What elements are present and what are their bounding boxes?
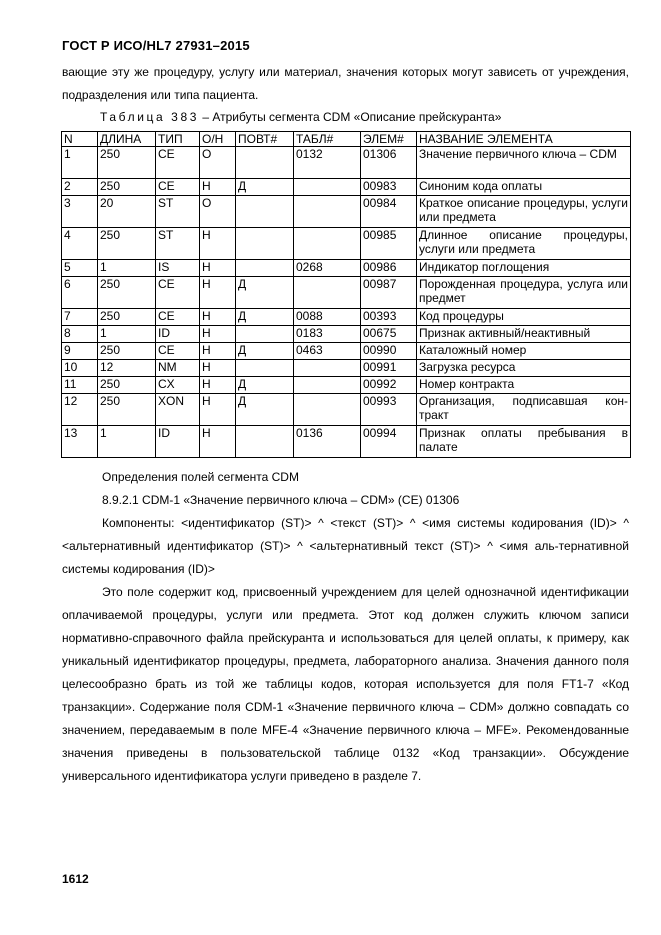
cell-length: 20 xyxy=(98,196,156,228)
cell-element-name: Индикатор поглощения xyxy=(417,260,631,277)
intro-text: вающие эту же процедуру, услугу или материал, значения которых могут зависеть от учреждения, подразделения или типа пациента. xyxy=(62,65,629,102)
cell-element: 00983 xyxy=(361,179,417,196)
cell-n: 12 xyxy=(62,394,98,426)
cell-table xyxy=(294,277,361,309)
table-row xyxy=(62,426,631,458)
cell-n: 11 xyxy=(62,377,98,394)
cell-table xyxy=(294,394,361,426)
cell-n: 13 xyxy=(62,426,98,458)
col-header-length: ДЛИНА xyxy=(98,132,156,147)
table-row xyxy=(62,326,631,343)
document-header: ГОСТ Р ИСО/HL7 27931–2015 xyxy=(62,38,250,53)
cell-repeat xyxy=(236,147,294,179)
cell-n: 1 xyxy=(62,147,98,179)
cell-element: 01306 xyxy=(361,147,417,179)
cell-table xyxy=(294,377,361,394)
cell-n: 10 xyxy=(62,360,98,377)
cell-type: CE xyxy=(156,343,200,360)
cell-length: 1 xyxy=(98,260,156,277)
cell-type: ID xyxy=(156,426,200,458)
cell-n: 2 xyxy=(62,179,98,196)
table-caption-text: – Атрибуты сегмента CDM «Описание прейскуранта» xyxy=(199,110,502,124)
cell-repeat: Д xyxy=(236,394,294,426)
col-header-n: N xyxy=(62,132,98,147)
section-title: Определения полей сегмента CDM xyxy=(102,470,299,484)
cell-length: 250 xyxy=(98,343,156,360)
cell-table: 0088 xyxy=(294,309,361,326)
table-row xyxy=(62,394,631,426)
cell-element: 00675 xyxy=(361,326,417,343)
table-row xyxy=(62,377,631,394)
cell-type: IS xyxy=(156,260,200,277)
cell-element: 00984 xyxy=(361,196,417,228)
cell-n: 9 xyxy=(62,343,98,360)
cell-element: 00993 xyxy=(361,394,417,426)
cell-opt: Н xyxy=(200,394,236,426)
cell-type: NM xyxy=(156,360,200,377)
cell-element: 00991 xyxy=(361,360,417,377)
cell-opt: Н xyxy=(200,326,236,343)
cell-table xyxy=(294,179,361,196)
col-header-table: ТАБЛ# xyxy=(294,132,361,147)
cell-repeat xyxy=(236,228,294,260)
cell-length: 250 xyxy=(98,377,156,394)
description-paragraph: Это поле содержит код, присвоенный учреждением для целей однозначной идентификации оплачиваемой процедуры, услуги или предмета. Этот код должен служить ключом записи нормативно-справочного файла прейскуранта и использоваться для целей оплаты, к примеру, как уникальный идентификатор процедуры, предмета, лабораторного анализа. Значения данного поля целесообразно брать из той же таблицы кодов, которая используется для поля FT1-7 «Код транзакции». Содержание поля CDM-1 «Значение первичного ключа – CDM» должно совпадать со значением, передаваемым в поле MFE-4 «Значение первичного ключа – MFE». Рекомендованные значения приведены в пользовательской таблице 0132 «Код транзакции». Обсуждение универсального идентификатора услуги приведено в разделе 7. xyxy=(62,585,629,783)
col-header-element: ЭЛЕМ# xyxy=(361,132,417,147)
col-header-type: ТИП xyxy=(156,132,200,147)
cell-type: ST xyxy=(156,228,200,260)
cdm-attributes-table xyxy=(61,131,631,458)
cell-element-name: Организация, подписавшая кон-тракт xyxy=(417,394,631,426)
cell-length: 1 xyxy=(98,326,156,343)
cell-opt: Н xyxy=(200,426,236,458)
cell-type: CE xyxy=(156,309,200,326)
col-header-opt: О/Н xyxy=(200,132,236,147)
cell-element-name: Код процедуры xyxy=(417,309,631,326)
col-header-repeat: ПОВТ# xyxy=(236,132,294,147)
cell-length: 250 xyxy=(98,277,156,309)
cell-repeat: Д xyxy=(236,277,294,309)
table-caption-number: Таблица 383 xyxy=(100,110,200,124)
cell-n: 5 xyxy=(62,260,98,277)
cell-type: CE xyxy=(156,147,200,179)
cell-type: ST xyxy=(156,196,200,228)
cell-element: 00992 xyxy=(361,377,417,394)
cell-length: 250 xyxy=(98,147,156,179)
cell-opt: Н xyxy=(200,309,236,326)
cell-repeat: Д xyxy=(236,343,294,360)
cell-element-name: Каталожный номер xyxy=(417,343,631,360)
cell-table: 0136 xyxy=(294,426,361,458)
cell-type: CX xyxy=(156,377,200,394)
cell-element-name: Признак активный/неактивный xyxy=(417,326,631,343)
cell-length: 1 xyxy=(98,426,156,458)
cell-element-name: Загрузка ресурса xyxy=(417,360,631,377)
table-row xyxy=(62,196,631,228)
cell-element-name: Порожденная процедура, услуга или предмет xyxy=(417,277,631,309)
cell-n: 7 xyxy=(62,309,98,326)
cell-opt: Н xyxy=(200,228,236,260)
table-row xyxy=(62,260,631,277)
col-header-element-name: НАЗВАНИЕ ЭЛЕМЕНТА xyxy=(417,132,631,147)
cell-table: 0268 xyxy=(294,260,361,277)
table-row xyxy=(62,343,631,360)
cell-element: 00994 xyxy=(361,426,417,458)
field-definitions xyxy=(62,466,629,788)
cell-repeat xyxy=(236,196,294,228)
table-row xyxy=(62,147,631,179)
cell-opt: Н xyxy=(200,343,236,360)
page-number: 1612 xyxy=(62,872,89,886)
cell-repeat xyxy=(236,426,294,458)
cell-repeat xyxy=(236,326,294,343)
cell-length: 250 xyxy=(98,179,156,196)
cell-table: 0183 xyxy=(294,326,361,343)
cell-repeat xyxy=(236,360,294,377)
cell-element: 00990 xyxy=(361,343,417,360)
subsection-heading: 8.9.2.1 CDM-1 «Значение первичного ключа – CDM» (CE) 01306 xyxy=(102,493,460,507)
cell-repeat xyxy=(236,260,294,277)
cell-element-name: Краткое описание процедуры, услуги или предмета xyxy=(417,196,631,228)
cell-table xyxy=(294,228,361,260)
cell-element: 00393 xyxy=(361,309,417,326)
cell-n: 6 xyxy=(62,277,98,309)
cell-type: CE xyxy=(156,277,200,309)
cell-table: 0463 xyxy=(294,343,361,360)
table-row xyxy=(62,309,631,326)
cell-type: ID xyxy=(156,326,200,343)
cell-element: 00987 xyxy=(361,277,417,309)
cell-opt: Н xyxy=(200,277,236,309)
cell-element: 00985 xyxy=(361,228,417,260)
table-caption xyxy=(100,110,501,124)
cell-element-name: Длинное описание процедуры, услуги или предмета xyxy=(417,228,631,260)
table-row xyxy=(62,277,631,309)
cell-length: 12 xyxy=(98,360,156,377)
cell-length: 250 xyxy=(98,309,156,326)
table-body xyxy=(62,147,631,458)
cell-opt: Н xyxy=(200,360,236,377)
cell-length: 250 xyxy=(98,394,156,426)
cell-element-name: Номер контракта xyxy=(417,377,631,394)
cell-element: 00986 xyxy=(361,260,417,277)
table-row xyxy=(62,228,631,260)
components-paragraph: Компоненты: <идентификатор (ST)> ^ <текст (ST)> ^ <имя системы кодирования (ID)> ^ <альтернативный идентификатор (ST)> ^ <альтернативный текст (ST)> ^ <имя аль-тернативной системы кодирования (ID)> xyxy=(62,516,629,576)
cell-opt: Н xyxy=(200,377,236,394)
cell-n: 4 xyxy=(62,228,98,260)
cell-opt: О xyxy=(200,147,236,179)
cell-opt: Н xyxy=(200,179,236,196)
cell-repeat: Д xyxy=(236,179,294,196)
cell-type: XON xyxy=(156,394,200,426)
cell-table xyxy=(294,360,361,377)
table-header-row xyxy=(62,132,631,147)
cell-n: 3 xyxy=(62,196,98,228)
cell-opt: Н xyxy=(200,260,236,277)
cell-element-name: Признак оплаты пребывания в палате xyxy=(417,426,631,458)
cell-repeat: Д xyxy=(236,309,294,326)
cell-table: 0132 xyxy=(294,147,361,179)
cell-type: CE xyxy=(156,179,200,196)
cell-length: 250 xyxy=(98,228,156,260)
table-row xyxy=(62,360,631,377)
cell-repeat: Д xyxy=(236,377,294,394)
cell-table xyxy=(294,196,361,228)
cell-opt: О xyxy=(200,196,236,228)
intro-paragraph xyxy=(62,61,629,107)
cell-element-name: Синоним кода оплаты xyxy=(417,179,631,196)
table-row xyxy=(62,179,631,196)
cell-element-name: Значение первичного ключа – CDM xyxy=(417,147,631,179)
cell-n: 8 xyxy=(62,326,98,343)
